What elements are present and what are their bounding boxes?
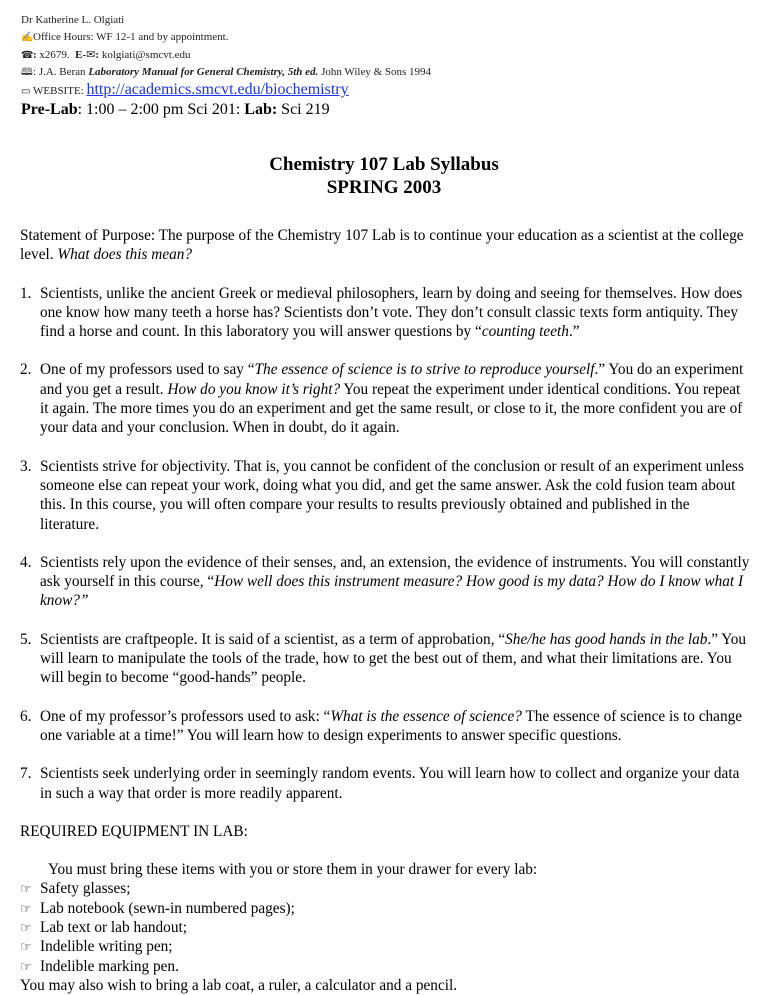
text-segment: You repeat the experiment under identical conditions. You repeat it again. The more times you do an experiment and get the same result, or close to it, the more confident you are of your data and your conclusion. When in doubt, do it again. (40, 380, 743, 437)
equipment-list (20, 879, 750, 975)
phone: x2679. (39, 48, 70, 61)
emphasis-text: How do you know it’s right? (167, 380, 341, 398)
lab-room: Sci 219 (281, 101, 330, 119)
list-item (20, 630, 750, 688)
purpose-list (20, 284, 750, 803)
equipment-closing: You may also wish to bring a lab coat, a ruler, a calculator and a pencil. (20, 976, 458, 994)
lab-label: Lab: (244, 101, 278, 119)
item-number: 7. (20, 765, 32, 783)
office-hours-label: Office Hours: (33, 31, 94, 44)
pointing-hand-icon: ☞ (20, 958, 32, 974)
item-text (40, 553, 750, 611)
text-segment: Scientists seek underlying order in seemingly random events. You will learn how to collect and organize your data in such a way that order is more readily apparent. (40, 765, 740, 802)
list-item (20, 707, 750, 746)
emphasis-text: counting teeth (481, 323, 569, 341)
website-link[interactable]: http://academics.smcvt.edu/biochemistry (86, 81, 349, 99)
list-item (20, 553, 750, 611)
prelab-time: : 1:00 – 2:00 pm Sci 201: (77, 101, 241, 119)
item-text (40, 457, 750, 534)
item-number: 5. (20, 630, 32, 648)
pen-icon: ✍ (21, 32, 34, 44)
text-segment: .” (568, 323, 580, 341)
equipment-item-text: Safety glasses; (40, 880, 131, 898)
item-number: 4. (20, 553, 32, 571)
item-number: 2. (20, 361, 32, 379)
phone-icon: ☎ (21, 49, 34, 61)
emphasis-text: How well does this instrument measure? How good is my data? How do I know what I know?” (40, 573, 744, 610)
item-text (40, 284, 750, 342)
office-hours: WF 12-1 and by appointment. (96, 31, 229, 44)
equipment-item (20, 957, 750, 976)
item-number: 6. (20, 707, 32, 725)
text-segment: Statement of Purpose: The purpose of the Chemistry 107 Lab is to continue your education as a scientist at the college level. (20, 227, 744, 264)
website-label: WEBSITE: (33, 85, 84, 98)
item-text (40, 707, 750, 746)
text-segment: Scientists strive for objectivity. That is, you cannot be confident of the conclusion or result of an experiment unless someone else can repeat your work, doing what you did, and get the same answer. Ask the cold fusion team about this. In this course, you will often compare your results to results previously obtained and published in the literature. (40, 457, 744, 533)
list-item (20, 284, 750, 342)
text-segment: The essence of science is to change one variable at a time!” You will learn how to design experiments to answer specific questions. (40, 707, 743, 744)
item-text (40, 764, 750, 803)
item-number: 3. (20, 457, 32, 475)
equipment-item-text: Lab notebook (sewn-in numbered pages); (40, 899, 295, 917)
pointing-hand-icon: ☞ (20, 900, 32, 916)
item-text (40, 630, 750, 688)
title-line1: Chemistry 107 Lab Syllabus (269, 154, 499, 175)
text-segment: Scientists, unlike the ancient Greek or medieval philosophers, learn by doing and seeing for themselves. How does one know how many teeth a horse has? Scientists don’t vote. They don’t consult classic texts form antiquity. They find a horse and count. In this laboratory you will answer questions by “ (40, 284, 743, 341)
list-item (20, 360, 750, 437)
page-title (0, 153, 768, 199)
text-segment: .” You do an experiment and you get a result. (40, 361, 744, 398)
pointing-hand-icon: ☞ (20, 939, 32, 955)
equipment-intro: You must bring these items with you or store them in your drawer for every lab: (48, 861, 538, 879)
computer-icon: ▭ (21, 86, 31, 98)
emphasis-text: What is the essence of science? (330, 707, 522, 725)
equipment-heading: REQUIRED EQUIPMENT IN LAB: (20, 822, 248, 840)
equipment-item (20, 918, 750, 937)
instructor-header: Dr Katherine L. Olgiati ✍Office Hours: WF 12-1 and by appointment. ☎: x2679. E-✉: kolgiati@smcvt.edu 🕮: J.A. Beran Laboratory Manual for General Chemistry, 5th ed. John Wiley & Sons 1994 ▭ WEBSITE: http://academics.smcvt.edu/biochemistry Pre-Lab: 1:00 – 2:00 pm Sci 201: Lab: Sci 219 (21, 14, 432, 119)
emphasis-text: The essence of science is to strive to reproduce yourself (254, 361, 595, 379)
syllabus-body (20, 226, 750, 995)
item-number: 1. (20, 284, 32, 302)
item-text (40, 360, 750, 437)
text-title: Laboratory Manual for General Chemistry, 5th ed. (88, 65, 319, 78)
instructor-name: Dr Katherine L. Olgiati (21, 14, 125, 26)
equipment-item (20, 899, 750, 918)
statement-of-purpose (20, 226, 750, 265)
title-line2: SPRING 2003 (326, 177, 442, 198)
equipment-item-text: Indelible writing pen; (40, 938, 173, 956)
emphasis-text: She/he has good hands in the lab (505, 630, 708, 648)
text-author: J.A. Beran (38, 65, 86, 78)
pointing-hand-icon: ☞ (20, 881, 32, 897)
mail-icon: ✉ (86, 48, 96, 61)
equipment-item-text: Indelible marking pen. (40, 957, 179, 975)
text-publisher: John Wiley & Sons 1994 (321, 65, 432, 78)
equipment-item-text: Lab text or lab handout; (40, 919, 187, 937)
email: kolgiati@smcvt.edu (101, 48, 191, 61)
list-item (20, 764, 750, 803)
equipment-item (20, 879, 750, 898)
prelab-label: Pre-Lab (21, 101, 78, 119)
pointing-hand-icon: ☞ (20, 920, 32, 936)
text-segment: Scientists are craftpeople. It is said of a scientist, as a term of approbation, “ (40, 630, 506, 648)
list-item (20, 457, 750, 534)
emphasis-text: What does this mean? (57, 246, 193, 264)
text-segment: Scientists rely upon the evidence of their senses, and, an extension, the evidence of instruments. You will constantly ask yourself in this course, “ (40, 553, 750, 591)
email-label: E- (75, 48, 87, 61)
text-segment: One of my professor’s professors used to ask: “ (40, 707, 331, 725)
text-segment: .” You will learn to manipulate the tools of the trade, how to get the best out of them, and what their limitations are. You will begin to become “good-hands” people. (40, 630, 747, 687)
text-segment: One of my professors used to say “ (40, 361, 255, 379)
book-icon: 🕮 (21, 66, 33, 78)
equipment-item (20, 937, 750, 956)
